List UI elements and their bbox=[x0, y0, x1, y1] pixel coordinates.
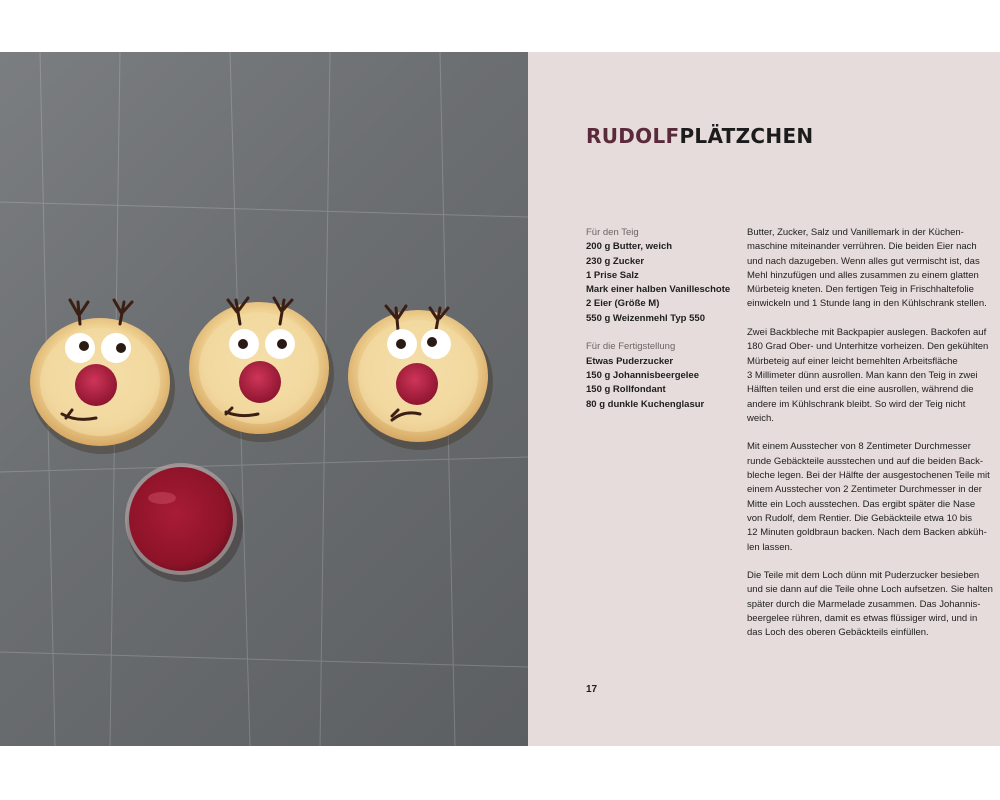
text-line: 3 Millimeter dünn ausrollen. Man kann den Teig in zwei bbox=[747, 369, 978, 381]
text-line: einem Ausstecher von 2 Zentimeter Durchmesser in der bbox=[747, 484, 982, 496]
ingredients-list bbox=[586, 226, 736, 412]
text-line: einwickeln und 1 Stunde lang in den Kühlschrank stellen. bbox=[747, 298, 987, 310]
text-line: Mitte ein Loch ausstechen. Das ergibt später die Nase bbox=[747, 498, 976, 510]
text-line: Mehl hinzufügen und alles zusammen zu einem glatten bbox=[747, 269, 979, 281]
dough-heading: Für den Teig bbox=[586, 227, 639, 238]
text-line: Mürbeteig auf einer leicht bemehlten Arbeitsfläche bbox=[747, 355, 958, 367]
recipe-title-part2: PLÄTZCHEN bbox=[679, 124, 814, 148]
text-line: Mürbeteig kneten. Den fertigen Teig in Frischhaltefolie bbox=[747, 284, 974, 296]
text-line: Zwei Backbleche mit Backpapier auslegen. Backofen auf bbox=[747, 327, 987, 339]
ingredient-item: 550 g Weizenmehl Typ 550 bbox=[586, 312, 705, 324]
ingredient-item: 150 g Rollfondant bbox=[586, 384, 666, 396]
text-line: 180 Grad Ober- und Unterhitze vorheizen. Den gekühlten bbox=[747, 341, 989, 353]
photo-illustration bbox=[0, 52, 528, 746]
recipe-photo bbox=[0, 52, 528, 746]
page-number: 17 bbox=[586, 684, 598, 695]
recipe-page bbox=[528, 52, 1000, 746]
jelly-jar bbox=[125, 463, 243, 582]
text-line: beergelee rühren, damit es etwas flüssiger wird, und in bbox=[747, 613, 978, 625]
ingredient-item: Mark einer halben Vanilleschote bbox=[586, 284, 731, 296]
instructions bbox=[747, 226, 999, 655]
text-line: das Loch des oberen Gebäckteils einfüllen. bbox=[747, 627, 929, 639]
instruction-paragraph-1 bbox=[747, 226, 999, 312]
text-line: Hälften teilen und erst die eine ausrollen, während die bbox=[747, 384, 974, 396]
ingredient-item: 2 Eier (Größe M) bbox=[586, 298, 660, 310]
text-line: maschine miteinander verrühren. Die beiden Eier nach bbox=[747, 241, 977, 253]
text-line: später durch die Marmelade zusammen. Das Johannis- bbox=[747, 598, 981, 610]
ingredient-item: 200 g Butter, weich bbox=[586, 241, 673, 253]
text-line: bleche legen. Bei der Hälfte der ausgestochenen Teile mit bbox=[747, 470, 990, 482]
ingredient-item: Etwas Puderzucker bbox=[586, 355, 674, 367]
text-line: runde Gebäckteile ausstechen und auf die beiden Back- bbox=[747, 455, 984, 467]
ingredient-item: 150 g Johannisbeergelee bbox=[586, 369, 699, 381]
recipe-title-part1: RUDOLF bbox=[586, 124, 680, 148]
reindeer-cookie-3 bbox=[348, 306, 493, 450]
text-line: Butter, Zucker, Salz und Vanillemark in der Küchen- bbox=[747, 227, 964, 238]
text-line: len lassen. bbox=[747, 541, 793, 553]
reindeer-cookie-1 bbox=[30, 300, 175, 454]
text-line: weich. bbox=[747, 412, 774, 424]
text-line: andere im Kühlschrank bleibt. So wird der Teig nicht bbox=[747, 398, 966, 410]
instruction-paragraph-4 bbox=[747, 569, 999, 640]
text-line: von Rudolf, dem Rentier. Die Gebäckteile etwa 10 bis bbox=[747, 512, 972, 524]
text-line: und sie dann auf die Teile ohne Loch aufsetzen. Sie halten bbox=[747, 584, 993, 596]
recipe-title bbox=[586, 124, 813, 148]
ingredient-item: 80 g dunkle Kuchenglasur bbox=[586, 398, 705, 410]
ingredient-item: 1 Prise Salz bbox=[586, 269, 639, 281]
text-line: Mit einem Ausstecher von 8 Zentimeter Durchmesser bbox=[747, 441, 971, 453]
ingredient-item: 230 g Zucker bbox=[586, 255, 645, 267]
instruction-paragraph-2 bbox=[747, 326, 999, 426]
text-line: Die Teile mit dem Loch dünn mit Puderzucker besieben bbox=[747, 570, 980, 582]
book-spread bbox=[0, 52, 1000, 746]
text-line: und nach dazugeben. Wenn alles gut vermischt ist, das bbox=[747, 255, 980, 267]
finishing-heading: Für die Fertigstellung bbox=[586, 341, 676, 353]
reindeer-cookie-2 bbox=[189, 298, 334, 442]
instruction-paragraph-3 bbox=[747, 440, 999, 554]
text-line: 12 Minuten goldbraun backen. Nach dem Backen abküh- bbox=[747, 527, 987, 539]
